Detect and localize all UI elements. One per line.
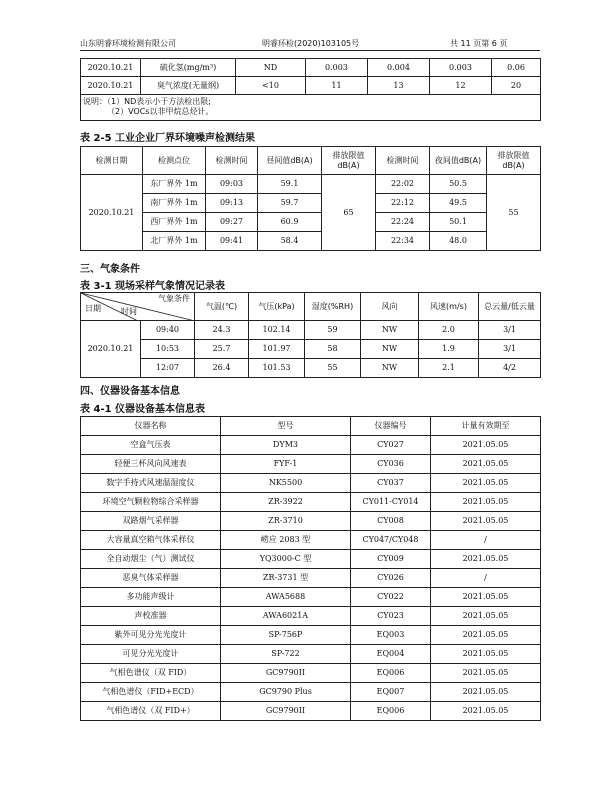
noise-night-time: 22:24: [376, 213, 430, 232]
instrument-model: GC9790 Plus: [221, 683, 351, 702]
instrument-name: 轻便三杯风向风速表: [81, 455, 221, 474]
noise-date: 2020.10.21: [81, 175, 143, 251]
instrument-name: 气相色谱仪（双 FID+）: [81, 702, 221, 721]
noise-day-time: 09:27: [206, 213, 258, 232]
instrument-name: 双路烟气采样器: [81, 512, 221, 531]
noise-point: 西厂界外 1m: [143, 213, 206, 232]
instrument-name: 环境空气颗粒物综合采样器: [81, 493, 221, 512]
instrument-name: 可见分光光度计: [81, 645, 221, 664]
row-value: 0.003: [430, 59, 492, 77]
table-row: [81, 626, 541, 645]
table-row: [81, 702, 541, 721]
row-limit: <10: [236, 77, 306, 95]
table-row: [81, 683, 541, 702]
instrument-code: CY026: [351, 569, 431, 588]
col-header: 仪器名称: [81, 417, 221, 436]
table-row: [81, 359, 541, 378]
instrument-model: 崂应 2083 型: [221, 531, 351, 550]
instrument-model: GC9790II: [221, 702, 351, 721]
noise-point: 北厂界外 1m: [143, 232, 206, 251]
instrument-model: GC9790II: [221, 664, 351, 683]
table-row: [81, 474, 541, 493]
row-date: 2020.10.21: [81, 77, 141, 95]
noise-night-value: 48.0: [430, 232, 487, 251]
noise-night-time: 22:12: [376, 194, 430, 213]
row-value: 0.003: [306, 59, 368, 77]
noise-day-value: 58.4: [258, 232, 322, 251]
instrument-code: EQ006: [351, 702, 431, 721]
weather-cloud: 3/1: [479, 321, 541, 340]
note-row: [81, 95, 541, 121]
instrument-model: YQ3000-C 型: [221, 550, 351, 569]
instrument-model: SP-722: [221, 645, 351, 664]
noise-day-value: 59.1: [258, 175, 322, 194]
row-item: 硫化氢(mg/m³): [141, 59, 236, 77]
instruments-table: [80, 416, 541, 721]
weather-humidity: 58: [305, 340, 361, 359]
noise-point: 南厂界外 1m: [143, 194, 206, 213]
col-header: 风向: [361, 293, 419, 321]
weather-wind-dir: NW: [361, 359, 419, 378]
noise-point: 东厂界外 1m: [143, 175, 206, 194]
section-weather-heading: 三、气象条件: [80, 264, 140, 275]
instrument-model: ZR-3710: [221, 512, 351, 531]
instrument-code: CY037: [351, 474, 431, 493]
instruments-body: [81, 436, 541, 721]
weather-wind-speed: 1.9: [419, 340, 479, 359]
instrument-valid-until: 2021.05.05: [431, 493, 541, 512]
table-row: [81, 664, 541, 683]
col-header: 检测时间: [206, 147, 258, 175]
col-header: 气温(℃): [195, 293, 249, 321]
diag-label-date: 日期: [85, 304, 101, 313]
weather-cloud: 3/1: [479, 340, 541, 359]
row-value: 12: [430, 77, 492, 95]
header-report-number: 明睿环检(2020)103105号: [262, 39, 360, 48]
noise-night-value: 50.1: [430, 213, 487, 232]
instrument-code: CY027: [351, 436, 431, 455]
instrument-code: CY036: [351, 455, 431, 474]
col-header: 型号: [221, 417, 351, 436]
instrument-name: 气相色谱仪（双 FID）: [81, 664, 221, 683]
table-row: [81, 645, 541, 664]
row-limit: ND: [236, 59, 306, 77]
table-row: [81, 194, 541, 213]
table-row: [81, 588, 541, 607]
noise-day-time: 09:13: [206, 194, 258, 213]
section-instruments-heading: 四、仪器设备基本信息: [80, 386, 180, 397]
table-row: [81, 569, 541, 588]
instrument-code: EQ003: [351, 626, 431, 645]
instrument-name: 紫外可见分光光度计: [81, 626, 221, 645]
col-header: 夜间值dB(A): [430, 147, 487, 175]
header-divider: [80, 50, 540, 51]
weather-date: 2020.10.21: [81, 321, 141, 378]
instrument-name: 空盒气压表: [81, 436, 221, 455]
col-header: 排放限值dB(A): [322, 147, 376, 175]
instrument-model: ZR-3731 型: [221, 569, 351, 588]
noise-day-value: 60.9: [258, 213, 322, 232]
instrument-valid-until: 2021.05.05: [431, 455, 541, 474]
table-row: [81, 550, 541, 569]
instrument-valid-until: 2021.05.05: [431, 626, 541, 645]
instrument-code: EQ006: [351, 664, 431, 683]
weather-humidity: 59: [305, 321, 361, 340]
weather-time: 10:53: [141, 340, 195, 359]
noise-night-limit: 55: [487, 175, 541, 251]
col-header: 总云量/低云量: [479, 293, 541, 321]
instrument-code: CY022: [351, 588, 431, 607]
weather-pressure: 101.53: [249, 359, 305, 378]
noise-table: [80, 146, 541, 251]
header-page-number: 共 11 页第 6 页: [450, 39, 508, 48]
noise-day-limit: 65: [322, 175, 376, 251]
weather-wind-speed: 2.1: [419, 359, 479, 378]
table-row: [81, 321, 541, 340]
note-line-1: 说明：（1）ND表示小于方法检出限;: [83, 97, 211, 106]
table-header-row: [81, 417, 541, 436]
instrument-model: AWA5688: [221, 588, 351, 607]
table-row: [81, 436, 541, 455]
weather-time: 09:40: [141, 321, 195, 340]
row-value: 11: [306, 77, 368, 95]
col-header: 检测时间: [376, 147, 430, 175]
instrument-valid-until: 2021.05.05: [431, 512, 541, 531]
instrument-valid-until: 2021.05.05: [431, 607, 541, 626]
instrument-name: 多功能声级计: [81, 588, 221, 607]
noise-night-time: 22:02: [376, 175, 430, 194]
instrument-valid-until: 2021.05.05: [431, 436, 541, 455]
instrument-name: 数字手持式风速温湿度仪: [81, 474, 221, 493]
instrument-model: DYM3: [221, 436, 351, 455]
table-row: [81, 213, 541, 232]
table-header-row: [81, 147, 541, 175]
table-row: [81, 493, 541, 512]
instrument-name: 气相色谱仪（FID+ECD）: [81, 683, 221, 702]
weather-table-title: 表 3-1 现场采样气象情况记录表: [80, 281, 226, 292]
noise-night-value: 50.5: [430, 175, 487, 194]
col-header: 检测点位: [143, 147, 206, 175]
weather-time: 12:07: [141, 359, 195, 378]
weather-wind-dir: NW: [361, 340, 419, 359]
col-header: 计量有效期至: [431, 417, 541, 436]
noise-night-value: 49.5: [430, 194, 487, 213]
noise-table-title: 表 2-5 工业企业厂界环境噪声检测结果: [80, 133, 256, 144]
noise-day-time: 09:41: [206, 232, 258, 251]
weather-temp: 26.4: [195, 359, 249, 378]
table-row: [81, 77, 541, 95]
weather-table: [80, 292, 541, 378]
row-date: 2020.10.21: [81, 59, 141, 77]
row-value: 0.06: [492, 59, 541, 77]
instrument-code: CY023: [351, 607, 431, 626]
instrument-model: SP-756P: [221, 626, 351, 645]
instrument-valid-until: 2021.05.05: [431, 588, 541, 607]
table-row: [81, 455, 541, 474]
row-value: 0.004: [368, 59, 430, 77]
instrument-model: NK5500: [221, 474, 351, 493]
instrument-valid-until: /: [431, 531, 541, 550]
weather-pressure: 101.97: [249, 340, 305, 359]
col-header: 风速(m/s): [419, 293, 479, 321]
weather-pressure: 102.14: [249, 321, 305, 340]
instrument-valid-until: 2021.05.05: [431, 683, 541, 702]
diag-label-condition: 气象条件: [158, 294, 190, 303]
instrument-code: CY008: [351, 512, 431, 531]
instrument-valid-until: 2021.05.05: [431, 702, 541, 721]
weather-humidity: 55: [305, 359, 361, 378]
col-header: 昼间值dB(A): [258, 147, 322, 175]
instrument-valid-until: 2021.05.05: [431, 474, 541, 493]
instrument-valid-until: 2021.05.05: [431, 645, 541, 664]
diag-label-time: 时间: [121, 307, 137, 316]
table-row: [81, 175, 541, 194]
instrument-model: AWA6021A: [221, 607, 351, 626]
diagonal-header: [81, 293, 195, 321]
instrument-code: EQ007: [351, 683, 431, 702]
weather-temp: 24.3: [195, 321, 249, 340]
table-row: [81, 531, 541, 550]
header-company: 山东明睿环境检测有限公司: [80, 39, 176, 48]
noise-night-time: 22:34: [376, 232, 430, 251]
col-header: 仪器编号: [351, 417, 431, 436]
table-row: [81, 59, 541, 77]
instrument-model: FYF-1: [221, 455, 351, 474]
instrument-code: CY047/CY048: [351, 531, 431, 550]
col-header: 排放限值dB(A): [487, 147, 541, 175]
weather-wind-speed: 2.0: [419, 321, 479, 340]
top-table: [80, 58, 541, 121]
table-row: [81, 340, 541, 359]
instrument-code: CY009: [351, 550, 431, 569]
row-value: 13: [368, 77, 430, 95]
instrument-name: 全自动烟尘（气）测试仪: [81, 550, 221, 569]
instrument-name: 大容量真空箱气体采样仪: [81, 531, 221, 550]
col-header: 检测日期: [81, 147, 143, 175]
instrument-model: ZR-3922: [221, 493, 351, 512]
col-header: 气压(kPa): [249, 293, 305, 321]
weather-cloud: 4/2: [479, 359, 541, 378]
note-line-2: （2）VOCs以非甲烷总烃计。: [107, 107, 214, 116]
instrument-name: 恶臭气体采样器: [81, 569, 221, 588]
instrument-valid-until: /: [431, 569, 541, 588]
instrument-code: CY011-CY014: [351, 493, 431, 512]
weather-temp: 25.7: [195, 340, 249, 359]
instruments-table-title: 表 4-1 仪器设备基本信息表: [80, 404, 206, 415]
table-row: [81, 607, 541, 626]
table-row: [81, 512, 541, 531]
row-item: 臭气浓度(无量纲): [141, 77, 236, 95]
weather-wind-dir: NW: [361, 321, 419, 340]
instrument-valid-until: 2021.05.05: [431, 550, 541, 569]
col-header: 湿度(%RH): [305, 293, 361, 321]
instrument-name: 声校准器: [81, 607, 221, 626]
table-header-row: [81, 293, 541, 321]
noise-day-time: 09:03: [206, 175, 258, 194]
table-row: [81, 232, 541, 251]
row-value: 20: [492, 77, 541, 95]
noise-day-value: 59.7: [258, 194, 322, 213]
instrument-valid-until: 2021.05.05: [431, 664, 541, 683]
instrument-code: EQ004: [351, 645, 431, 664]
